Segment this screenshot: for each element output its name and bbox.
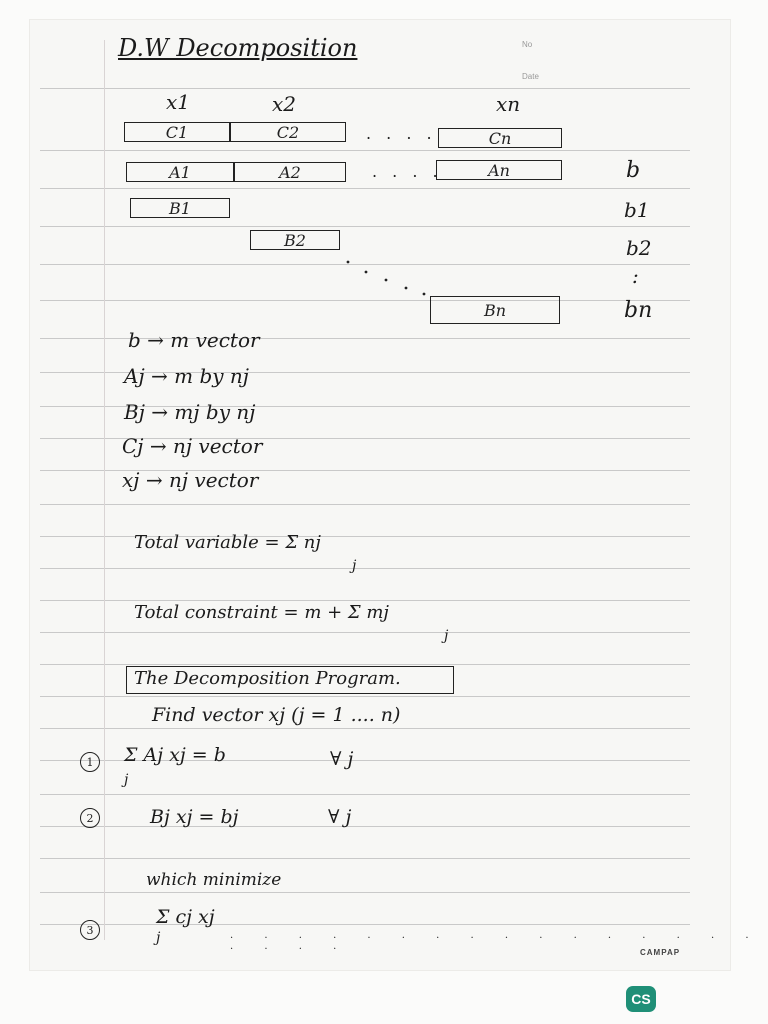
def-cj: Cj → nj vector [122, 434, 263, 458]
c-block-2: C2 [230, 122, 346, 142]
a-block-n: An [436, 160, 562, 180]
x-label-2: x2 [272, 92, 297, 116]
c-block-1: C1 [124, 122, 230, 142]
b-block-2: B2 [250, 230, 340, 250]
diagonal-dots [340, 252, 440, 298]
eq1: Σ Aj xj = b [124, 744, 226, 766]
eq3: Σ cj xj [156, 906, 215, 928]
rhs-b2: b2 [626, 236, 652, 260]
camscanner-logo: CS [626, 986, 656, 1012]
b-block-n: Bn [430, 296, 560, 324]
program-heading: The Decomposition Program. [134, 668, 401, 689]
which-minimize: which minimize [146, 870, 282, 890]
eq1-sub: j [124, 772, 129, 788]
no-label: No [522, 40, 533, 49]
eq3-number: 3 [80, 920, 100, 940]
eq2-number: 2 [80, 808, 100, 828]
paper-brand: CAMPAP [640, 948, 681, 957]
def-b: b → m vector [128, 328, 260, 352]
def-bj: Bj → mj by nj [124, 400, 256, 424]
date-label: Date [522, 72, 539, 81]
rhs-bn: bn [624, 298, 653, 323]
eq2-forall: ∀ j [328, 806, 352, 828]
find-vector: Find vector xj (j = 1 .... n) [152, 704, 401, 726]
total-constraints: Total constraint = m + Σ mj [134, 602, 390, 623]
total-variables-sub: j [352, 558, 357, 574]
eq1-forall: ∀ j [330, 748, 354, 770]
rhs-b: b [626, 158, 641, 183]
b-block-1: B1 [130, 198, 230, 218]
total-variables: Total variable = Σ nj [134, 532, 321, 553]
c-row-ellipsis: . . . . [366, 124, 437, 143]
rhs-b1: b1 [624, 198, 650, 222]
rhs-vdots: : [632, 264, 639, 288]
bottom-dots: . . . . . . . . . . . . . . . . . . . . [230, 930, 763, 952]
c-block-n: Cn [438, 128, 562, 148]
x-label-n: xn [496, 92, 521, 116]
eq2: Bj xj = bj [150, 806, 239, 828]
page-title: D.W Decomposition [118, 34, 358, 62]
a-row-ellipsis: . . . . [372, 162, 443, 181]
def-aj: Aj → m by nj [124, 364, 249, 388]
a-block-2: A2 [234, 162, 346, 182]
a-block-1: A1 [126, 162, 234, 182]
def-xj: xj → nj vector [122, 468, 259, 492]
eq3-sub: j [156, 930, 161, 946]
eq1-number: 1 [80, 752, 100, 772]
x-label-1: x1 [166, 90, 191, 114]
total-constraints-sub: j [444, 628, 449, 644]
